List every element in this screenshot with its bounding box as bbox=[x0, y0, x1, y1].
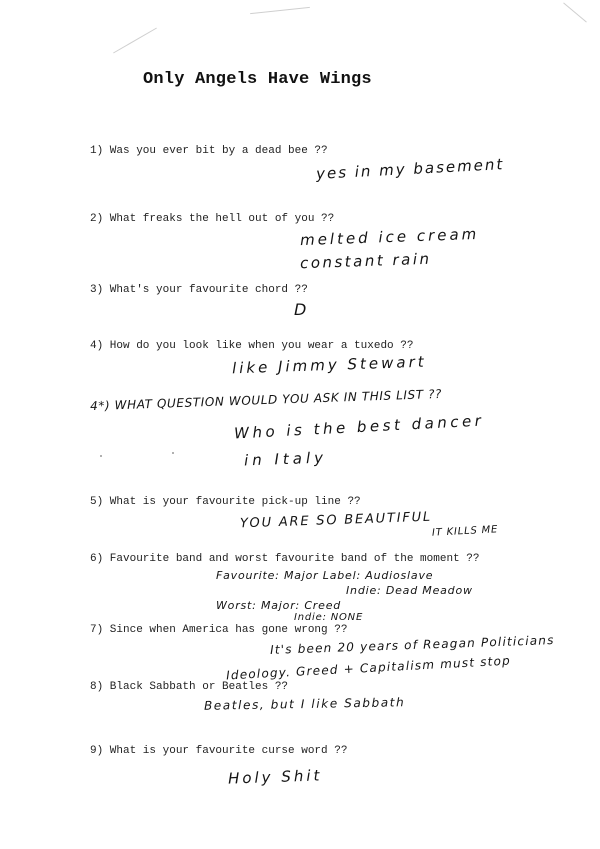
scan-mark bbox=[113, 28, 157, 54]
answer-6-line-1: Favourite: Major Label: Audioslave bbox=[216, 569, 434, 582]
answer-5-line-1: YOU ARE SO BEAUTIFUL bbox=[239, 509, 433, 532]
answer-4-star-line-1: Who is the best dancer bbox=[233, 411, 485, 443]
question-4-star: 4*) WHAT QUESTION WOULD YOU ASK IN THIS LIST ?? bbox=[89, 386, 443, 414]
answer-5-line-2: IT KILLS ME bbox=[431, 524, 499, 539]
answer-4: like Jimmy Stewart bbox=[231, 352, 427, 378]
question-7: 7) Since when America has gone wrong ?? bbox=[90, 624, 348, 636]
scan-mark bbox=[250, 7, 310, 14]
scan-speck bbox=[100, 455, 102, 457]
answer-3: D bbox=[294, 300, 309, 319]
answer-6-line-3: Worst: Major: Creed bbox=[216, 599, 342, 612]
answer-7-line-1: It's been 20 years of Reagan Politicians bbox=[269, 633, 555, 657]
answer-2-line-2: constant rain bbox=[299, 249, 432, 273]
question-1: 1) Was you ever bit by a dead bee ?? bbox=[90, 145, 328, 157]
question-6: 6) Favourite band and worst favourite band of the moment ?? bbox=[90, 553, 480, 565]
answer-7-line-2: Ideology. Greed + Capitalism must stop bbox=[225, 653, 512, 683]
answer-2-line-1: melted ice cream bbox=[299, 224, 480, 250]
scan-mark bbox=[563, 2, 587, 22]
page-title: Only Angels Have Wings bbox=[143, 70, 372, 89]
answer-6-line-4: Indie: NONE bbox=[294, 612, 364, 623]
question-9: 9) What is your favourite curse word ?? bbox=[90, 745, 348, 757]
answer-9: Holy Shit bbox=[227, 766, 323, 788]
answer-8: Beatles, but I like Sabbath bbox=[203, 695, 406, 713]
question-2: 2) What freaks the hell out of you ?? bbox=[90, 213, 335, 225]
question-3: 3) What's your favourite chord ?? bbox=[90, 284, 308, 296]
answer-1: yes in my basement bbox=[315, 155, 505, 183]
question-4: 4) How do you look like when you wear a tuxedo ?? bbox=[90, 340, 414, 352]
answer-6-line-2: Indie: Dead Meadow bbox=[346, 584, 473, 597]
scan-speck bbox=[172, 452, 174, 454]
question-5: 5) What is your favourite pick-up line ?? bbox=[90, 496, 361, 508]
question-8: 8) Black Sabbath or Beatles ?? bbox=[90, 681, 289, 693]
answer-4-star-line-2: in Italy bbox=[243, 448, 328, 470]
